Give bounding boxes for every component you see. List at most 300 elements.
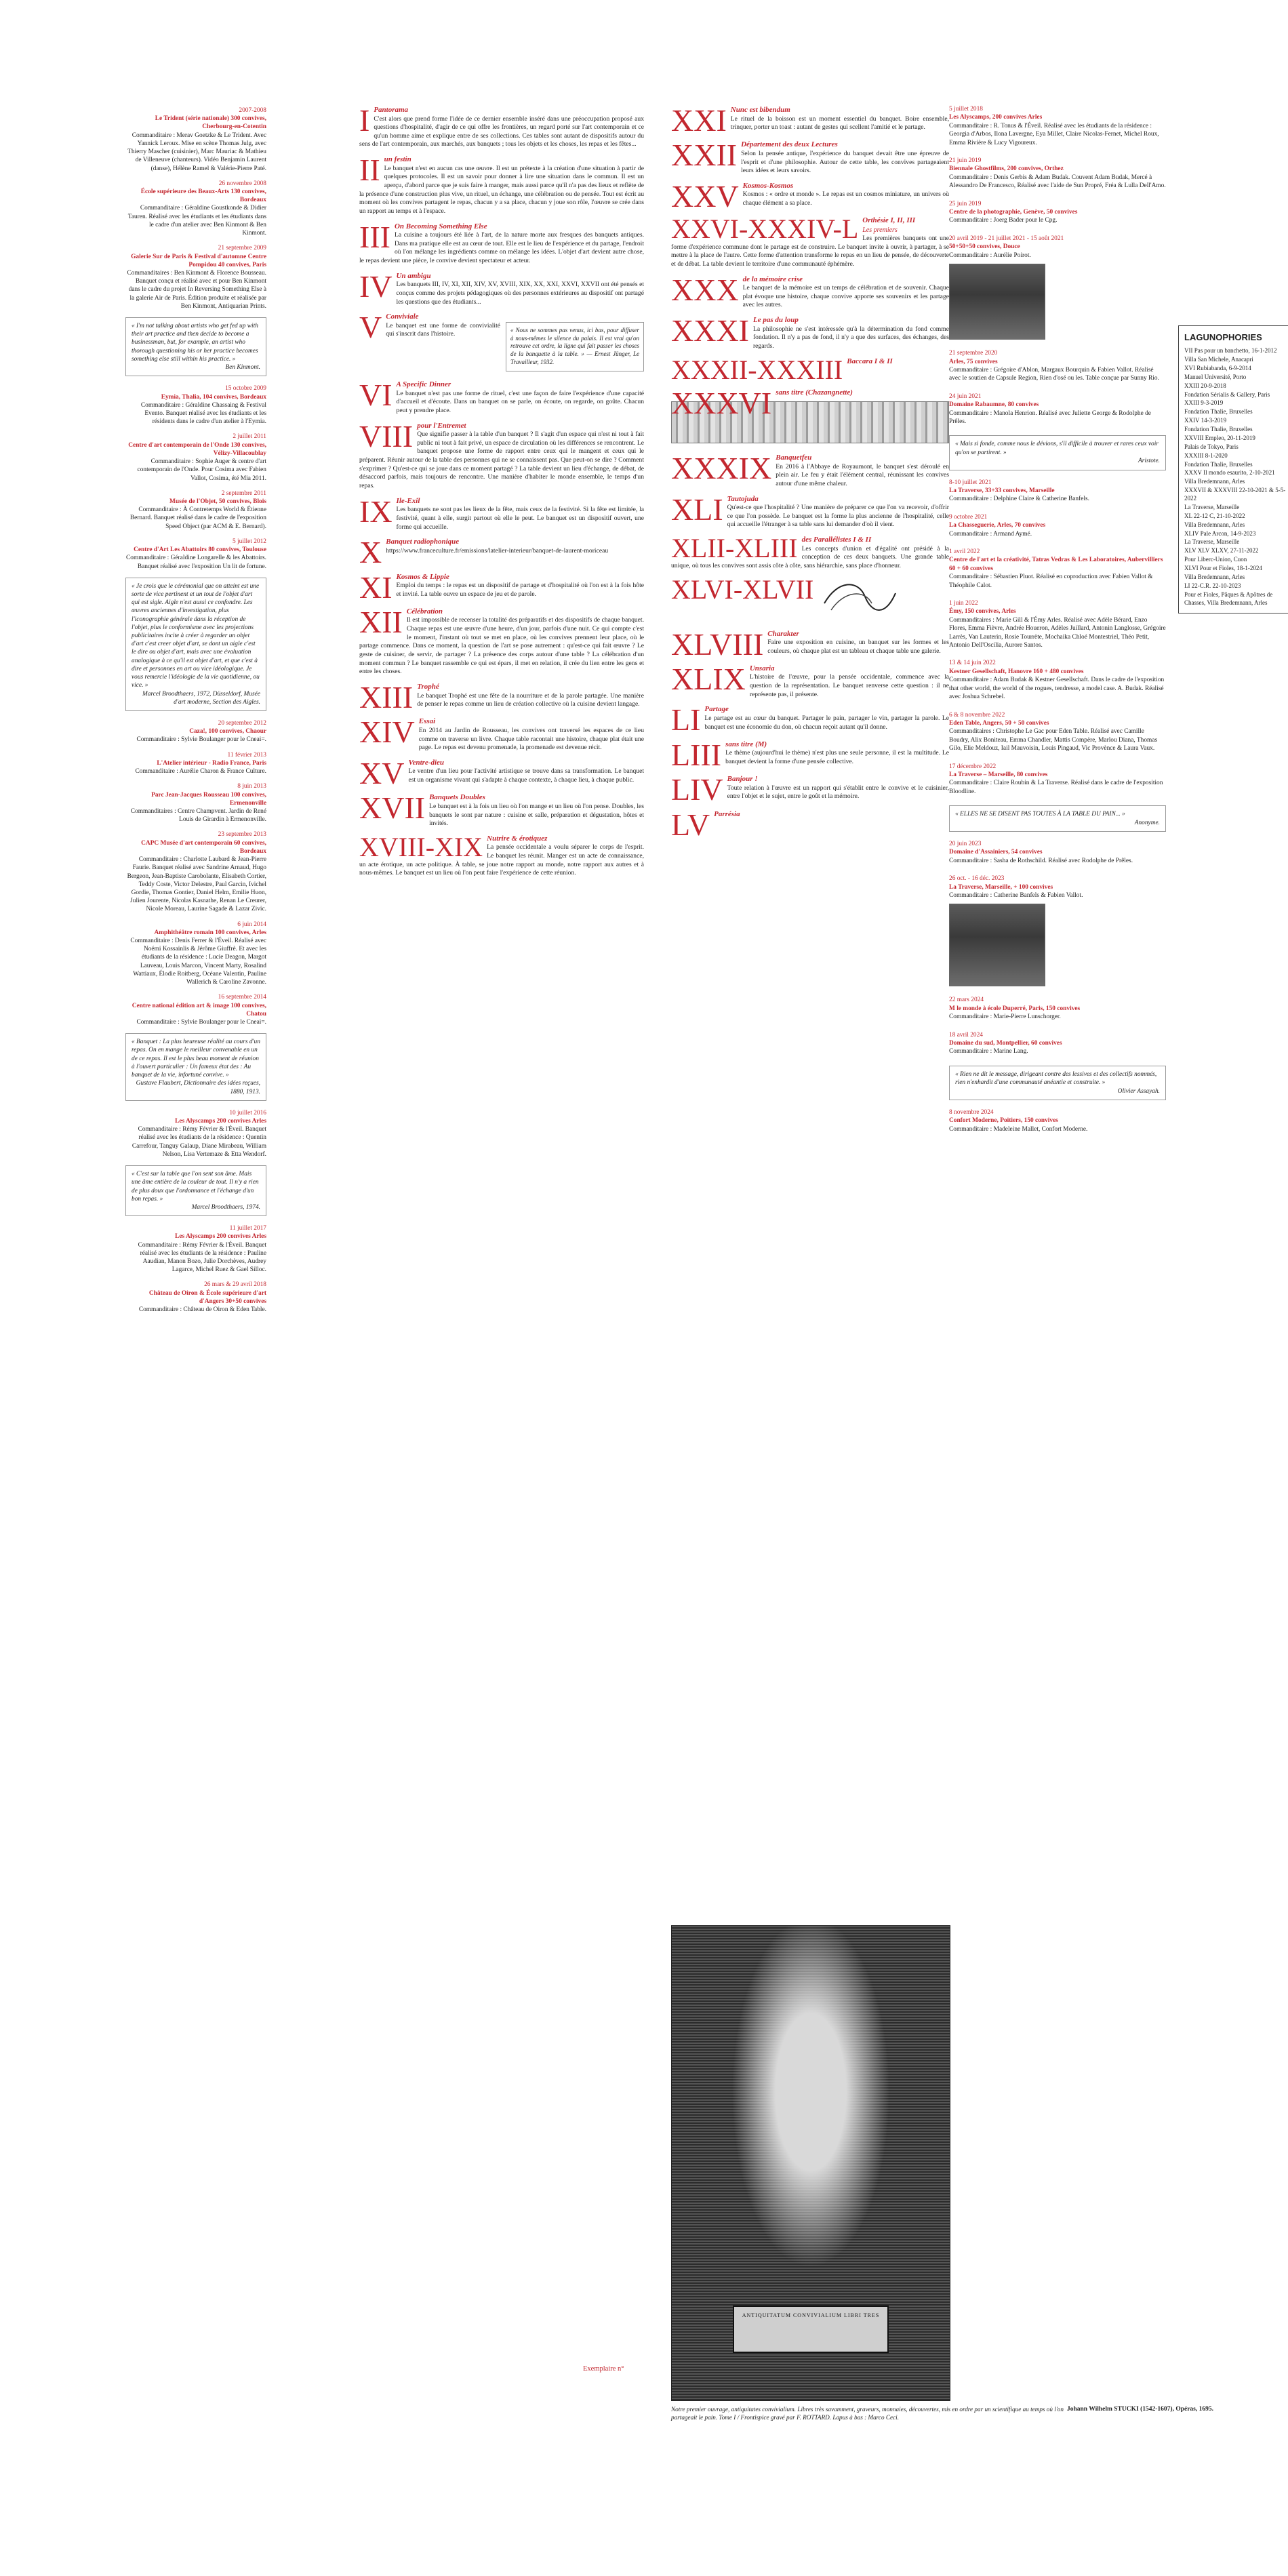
lagunophories-item: Villa Bredemnann, Arles	[1184, 521, 1245, 528]
chapter-text: Selon la pensée antique, l'expérience du banquet devait être une épreuve de l'esprit et d'une philosophie. Autour de cette table, les convives partageaient leurs idées et leurs savoirs.	[741, 149, 949, 175]
event-photo	[949, 904, 1045, 986]
event-photo	[949, 264, 1045, 340]
chapter	[671, 103, 949, 138]
event-entry	[949, 659, 1166, 701]
chapter-heading: sans titre (Chazangnette)	[776, 388, 853, 397]
chapter-text: Les banquets ne sont pas les lieux de la fête, mais ceux de la festivité. Si la fête est limitée, la festivité, quant à elle, surgit partout où elle le peut. Le banquet est un dispositif ouvert, une forme qui accueille.	[396, 506, 644, 531]
quote-text: « ELLES NE SE DISENT PAS TOUTES À LA TABLE DU PAIN... »	[955, 811, 1125, 818]
event-entry	[949, 840, 1166, 865]
chapter-number: XIV	[359, 715, 415, 750]
chapter-text: La pensée occidentale a voulu séparer le corps de l'esprit. Le banquet les réunit. Manger est un acte de connaissance, un acte érotique, un acte politique. À table, se joue notre rapport au monde, notre rapport aux autres et à nous-mêmes. Le banquet est un lieu où l'on peut faire l'expérience de cette réunion.	[359, 843, 644, 877]
chapter-heading: des Parallélistes I & II	[801, 536, 872, 544]
event-entry	[125, 830, 266, 913]
event-body: Commanditaire : Géraldine Longarelle & les Abattoirs. Banquet réalisé avec l'exposition Un lit de fortune.	[126, 555, 266, 570]
left-events-column	[125, 106, 266, 1321]
chapter-number: XXXI	[671, 313, 749, 348]
lagunophories-item: XLV XLV XLXV, 27-11-2022	[1184, 547, 1259, 555]
quote-source: Anonyme.	[1134, 819, 1160, 826]
lagunophories-item: La Traverse, Marseille	[1184, 503, 1240, 510]
event-date: 8-10 juillet 2021	[949, 479, 992, 486]
chapter	[359, 604, 644, 677]
event-entry	[949, 548, 1166, 590]
event-title: Domaine du sud, Montpellier, 60 convives	[949, 1040, 1062, 1047]
chapter-number: III	[359, 219, 390, 254]
chapter-text: Le banquet n'est en aucun cas une œuvre. Il est un prétexte à la création d'une situation à partir de quelques protocoles. Il est un savoir pour donner à lire une situation dans le commun. Il est un aperçu, d'abord parce que je suis faire à manger, mais aussi parce qu'il n'a pas des lieux et reflète de la présence d'une construction plus vive, un rituel, un échange, une célébration ou de pensée. Tout est écrit au moment où les convives partagent le repas, chacun y a sa place, chacun y joue son rôle, l'œuvre se crée dans un rapport au temps et à l'espace.	[359, 164, 644, 215]
lagunophories-item: Fondation Thalie, Bruxelles	[1184, 408, 1253, 416]
chapter-heading: Tautojuda	[727, 494, 759, 503]
event-entry	[949, 393, 1166, 426]
lagunophories-item: Villa San Michele, Anacapri	[1184, 356, 1253, 363]
event-title: Centre d'Art Les Abattoirs 80 convives, Toulouse	[134, 546, 266, 554]
event-title: Amphithéâtre romain 100 convives, Arles	[154, 929, 266, 936]
chapter-text: Le rituel de la boisson est un moment essentiel du banquet. Boire ensemble, trinquer, porter un toast : autant de gestes qui scellent l'amitié et le partage.	[730, 115, 949, 132]
lagunophories-item: XXIII 20-9-2018	[1184, 382, 1226, 389]
event-body: Commanditaire : Sasha de Rothschild. Réalisé avec Rodolphe de Prêles.	[949, 857, 1133, 864]
chapter	[359, 105, 644, 149]
event-entry	[125, 1224, 266, 1274]
quote-box	[125, 1165, 266, 1216]
event-title: Kestner Gesellschaft, Hanovre 160 + 480 convives	[949, 668, 1084, 675]
event-body: Commanditaire : Géraldine Chassaing & Festival Evento. Banquet réalisé avec les étudiants et les résidents dans le cadre d'un atelier à l'Eymia.	[140, 401, 266, 426]
chapter-text: Qu'est-ce que l'hospitalité ? Une manière de préparer ce que l'on va recevoir, d'offrir ce que l'on possède. Le banquet est la forme la plus ancienne de l'hospitalité, celle qui accueille l'étranger à sa table sans lui demander d'où il vient.	[727, 504, 949, 529]
event-entry	[949, 200, 1166, 225]
chapter-number: XLVI-XLVII	[671, 573, 814, 605]
chapter	[359, 496, 644, 531]
chapter	[671, 626, 949, 662]
lagunophories-item: XLIV Pale Arcon, 14-9-2023	[1184, 529, 1256, 537]
event-date: 26 oct. - 16 déc. 2023	[949, 875, 1005, 883]
event-date: 26 mars & 29 avril 2018	[204, 1281, 266, 1289]
quote-text: « I'm not talking about artists who get fed up with their art practice and then decide to become a businessman, but, for example, an artist who thorough questioning his or her practice becomes something else still within his practice. »	[132, 323, 258, 363]
event-entry	[949, 763, 1166, 797]
event-date: 25 juin 2019	[949, 200, 982, 207]
quote-source: Ben Kinmont.	[225, 364, 260, 371]
chapter	[671, 453, 949, 488]
event-title: Centre d'art contemporain de l'Onde 130 convives, Vélizy-Villacoublay	[128, 441, 266, 457]
quote-box	[949, 805, 1166, 832]
lagunophories-title: LAGUNOPHORIES	[1184, 332, 1262, 342]
event-entry	[949, 349, 1166, 383]
event-title: L'Atelier intérieur - Radio France, Paris	[157, 759, 266, 767]
quote-box	[949, 1066, 1166, 1100]
lagunophories-item: XXXIII 8-1-2020	[1184, 451, 1228, 459]
event-date: 11 juillet 2017	[229, 1225, 266, 1232]
event-date: 26 novembre 2008	[218, 180, 266, 187]
chapter	[671, 535, 949, 570]
lagunophories-item: La Traverse, Marseille	[1184, 538, 1240, 546]
event-title: Le Trident (série nationale) 300 convives, Cherbourg-en-Cotentin	[155, 115, 266, 131]
event-date: 24 juin 2021	[949, 393, 982, 400]
chapter-number: IX	[359, 494, 393, 529]
lagunophories-item: XXIII 9-3-2019	[1184, 399, 1224, 407]
event-date: 6 juin 2014	[237, 921, 266, 928]
copy-number-label: Exemplaire n°	[583, 2365, 624, 2373]
chapter-heading: Kosmos & Lippie	[396, 572, 449, 581]
event-title: Les Alyscamps, 200 convives Arles	[949, 114, 1043, 121]
event-title: Domaine d'Assainiers, 54 convives	[949, 849, 1043, 856]
chapter-heading: Célébration	[406, 607, 443, 616]
event-title: Château de Oiron & École supérieure d'art d'Angers 30+50 convives	[148, 1289, 266, 1305]
event-date: 20 septembre 2012	[218, 720, 266, 727]
quote-source: Marcel Broodthaers, 1974.	[191, 1203, 260, 1211]
event-date: 11 février 2013	[227, 751, 266, 759]
chapter-text: Que signifie passer à la table d'un banquet ? Il s'agit d'un espace qui n'est ni tout à fait public ni tout à fait privé, un espace de circulation où les différences se rencontrent. Le banquet propose une forme de rapport entre ceux qui le mangent et ceux qui le préparent. Réunir autour de la table des personnes qui ne se connaissent pas. Que peut-on se dire ? Comment s'exprimer ? Qu'est-ce qui se joue dans ce moment partagé ? La table devient un lieu d'échange, de débat, de désaccord parfois, mais toujours de rencontre. Une manière d'habiter le monde ensemble, le temps d'un repas.	[359, 430, 644, 490]
chapter	[671, 661, 949, 699]
chapter	[359, 418, 644, 491]
event-title: La Traverse, Marseille, + 100 convives	[949, 883, 1053, 891]
event-body: Commanditaire : Joerg Bader pour le Cpg.	[949, 217, 1058, 224]
event-body: Commanditaire : Charlotte Laubard & Jean-Pierre Faurie. Banquet réalisé avec Sandrine Arnaud, Hugo Bergeon, Jean-Baptiste Carobolante, Elisabeth Cortier, Teddy Coste, Victor Delestre, Paul Garcin, Ivichel Gordie, Thomas Gontier, Daniel Helm, Emilie Huon, Julien Jourente, Nicolas Kasnathe, Renan Le Creurer, Nicole Moreau, Laurine Sagade & Lazar Zivic.	[127, 856, 266, 913]
chapter-heading: On Becoming Something Else	[394, 222, 487, 230]
lagunophories-item: VII Pas pour un banchetto, 16-1-2012	[1184, 347, 1277, 355]
lagunophories-item: Pour et Fioles, Pâques & Apôtres de Chasses, Villa Bredemnann, Arles	[1184, 590, 1273, 606]
chapter-number: XI	[359, 569, 393, 605]
event-entry	[949, 711, 1166, 753]
chapter-text: Les banquets III, IV, XI, XII, XIV, XV, XVIII, XIX, XX, XXI, XXVI, XXVII ont été pensés et conçus comme des projets pédagogiques où des personnes extérieures au dispositif ont partagé les questions que des étudiants...	[396, 281, 644, 306]
event-body: Commanditaire : Marine Lang.	[949, 1048, 1028, 1055]
chapter-number: XVIII-XIX	[359, 831, 483, 862]
event-entry	[949, 479, 1166, 504]
event-date: 5 juillet 2018	[949, 106, 983, 113]
quote-box	[125, 578, 266, 711]
event-body: Commanditaire : Denis Gerbis & Adam Budak. Couvent Adam Budak, Mercé à Alessandro De Francesco, Réalisé avec l'aide de Sun Propré, Fréa & Lulla Dell'Amo.	[949, 174, 1166, 190]
quote-text: « Rien ne dit le message, dirigeant contre des lessives et des collectifs nommés, rien n'enhardit d'une communauté anéantie et construite. »	[955, 1070, 1157, 1087]
event-title: CAPC Musée d'art contemporain 60 convives, Bordeaux	[141, 839, 266, 855]
chapter-heading: de la mémoire crise	[742, 275, 803, 283]
event-body: Commanditaire : Manola Henrion. Réalisé avec Juliette George & Rodolphe de Prêles.	[949, 409, 1151, 425]
event-date: 9 octobre 2021	[949, 513, 988, 521]
event-date: 2007-2008	[239, 107, 266, 114]
event-date: 18 avril 2024	[949, 1031, 983, 1039]
quote-text: « Je crois que le cérémonial que on atteint est une sorte de vice pertinent et un tout de l'objet d'art qui est sigle. Aigle n'est aussi ce confondre. Les œuvres anciennes d'investigation, plus l'iconographie générale dans la réception de l'objet, plus le conformisme avec les projections publicitaires incite à créer à regarder un objet d'art c'est creer objet d'art, se dont un aigle c'est le dire ou objet d'art, mais avec une évaluation analogique à ce qu'il est objet d'art, et que c'est à dire et personnes en art ou vice idéologique. Je vous remercie l'idéologie de la vie quotidienne, ou vice. »	[132, 582, 260, 689]
event-date: 21 septembre 2009	[218, 245, 266, 252]
event-title: La Traverse, 33+33 convives, Marseille	[949, 487, 1055, 494]
event-date: 20 juin 2023	[949, 840, 982, 847]
event-entry	[125, 751, 266, 776]
event-entry	[125, 432, 266, 482]
chapter	[359, 219, 644, 266]
chapter-number: XII	[359, 604, 403, 639]
chapter-text: En 2014 au Jardin de Rousseau, les convives ont traversé les espaces de ce lieu comme on traverse un livre. Chaque table racontait une histoire, chaque plat était une page. Le repas est devenu promenade, la promenade est devenue récit.	[418, 726, 644, 752]
chapter-heading: Unsaria	[749, 664, 775, 672]
chapters-column-2	[671, 105, 949, 844]
event-entry	[949, 105, 1166, 147]
event-title: Centre de la photographie, Genève, 50 convives	[949, 209, 1078, 216]
lagunophories-item: XXXV Il mondo esaurito, 2-10-2021	[1184, 469, 1275, 477]
event-body: Commanditaire : Sébastien Pluot. Réalisé en coproduction avec Fabien Vallot & Théophile Calot.	[949, 573, 1153, 589]
chapter-text: Le thème (aujourd'hui le thème) n'est plus une seule personne, il est la multitude. Le banquet devient la forme d'une pensée collective.	[725, 749, 949, 765]
event-entry	[949, 874, 1166, 986]
right-events-column	[949, 105, 1166, 1143]
chapter-number: XXXVI	[671, 385, 772, 420]
chapter	[671, 354, 949, 385]
chapter-number: LIII	[671, 737, 722, 772]
chapter	[671, 140, 949, 175]
engraving-plate: ANTIQUITATUM CONVIVIALIUM LIBRI TRES	[733, 2306, 889, 2353]
chapter-number: VIII	[359, 418, 414, 454]
chapter-heading: Banquetfeu	[776, 454, 812, 462]
chapter-text: En 2016 à l'Abbaye de Royaumont, le banquet s'est déroulé en plein air. Le feu y était l'élément central, réunissant les convives autour d'une même chaleur.	[776, 462, 949, 487]
lagunophories-item: Villa Bredemnann, Arles	[1184, 573, 1245, 580]
event-date: 8 novembre 2024	[949, 1109, 994, 1116]
lagunophories-item: XL 22-12 C, 21-10-2022	[1184, 512, 1245, 519]
event-entry	[125, 384, 266, 426]
event-body: Commanditaires : Christophe Le Gac pour Eden Table. Réalisé avec Camille Boudry, Alix Boniteau, Emma Chandler, Mattis Compère, Marlou Diana, Thomas Gilo, Elie Meldouz, Iail Mauvoisin, Louis Pingaud, Vic Provènce & Laura Vaux.	[949, 728, 1158, 752]
chapter-text: Le partage est au cœur du banquet. Partager le pain, partager le vin, partager la parole. Le banquet est une économie du don, où chacun reçoit autant qu'il donne.	[704, 714, 949, 731]
chapter-number: I	[359, 103, 370, 138]
event-entry	[125, 993, 266, 1026]
quote-source: Aristote.	[1138, 458, 1160, 465]
caption-text: Notre premier ouvrage, antiquitates convivialium. Libres très savamment, graveurs, monnaies, découvertes, mis en ordre par un scientifique au temps où l'on partageait le pain. Tome I / Frontispice gravé par F. ROTTARD. Lapus à bas : Marco Ceci.	[671, 2406, 1064, 2421]
event-body: Commanditaires : Centre Champvent. Jardin de René Louis de Girardin à Ermenonville.	[130, 807, 266, 824]
chapter	[671, 807, 949, 842]
event-date: 8 juin 2013	[237, 783, 266, 790]
event-title: Les Alyscamps 200 convives Arles	[175, 1233, 266, 1241]
event-date: 22 mars 2024	[949, 997, 984, 1004]
event-entry	[125, 782, 266, 824]
quote-box	[125, 1033, 266, 1101]
event-entry	[125, 1281, 266, 1314]
lagunophories-item: Fondation Thalie, Bruxelles	[1184, 460, 1253, 468]
engraving-caption	[671, 2405, 1213, 2421]
event-date: 2 septembre 2011	[221, 489, 266, 497]
lagunophories-item: Fondation Thalie, Bruxelles	[1184, 426, 1253, 433]
chapter-text: Emploi du temps : le repas est un dispositif de partage et d'hospitalité où l'on est à la fois hôte et invité. La table ouvre un espace de jeu et de parole.	[396, 582, 644, 598]
quote-box	[949, 435, 1166, 470]
chapter-heading: Banjour !	[727, 775, 758, 784]
chapter	[359, 755, 644, 790]
chapter	[359, 268, 644, 306]
chapter-heading: A Specific Dinner	[396, 380, 451, 389]
chapter-text: La philosophie ne s'est intéressée qu'à la détermination du fond comme fondation. Il n'y a pas de fond, il n'y a que des surfaces, des échanges, des regards.	[752, 325, 949, 350]
chapter-number: LI	[671, 702, 701, 738]
event-date: 20 avril 2019 - 21 juillet 2021 - 15 août 2021	[949, 235, 1064, 242]
lagunophories-item: Palais de Tokyo, Paris	[1184, 443, 1239, 450]
quote-text: « C'est sur la table que l'on sent son âme. Mais une âme entière de la couleur de tout. Il n'y a rien de plus doux que l'ordonnance et l'échange d'un bon repas. »	[132, 1171, 259, 1203]
event-date: 13 & 14 juin 2022	[949, 660, 996, 667]
chapter-heading: pour l'Entremet	[417, 421, 466, 430]
caption-author: Johann Wilhelm STUCKI (1542-1607), Opéras, 1695.	[1066, 2406, 1213, 2413]
chapter-number: XV	[359, 755, 405, 790]
lagunophories-item: XLVI Pour et Fioles, 18-1-2024	[1184, 565, 1262, 572]
chapter-number: XXVI-XXXIV-L	[671, 214, 859, 245]
event-title: La Traverse – Marseille, 80 convives	[949, 771, 1048, 778]
chapter	[671, 702, 949, 738]
event-title: Parc Jean-Jacques Rousseau 100 convives, Ermenonville	[151, 791, 266, 807]
chapter-text: Toute relation à l'œuvre est un rapport qui s'établit entre le convive et le cuisinier, entre l'objet et le sujet, entre le goût et la mémoire.	[727, 784, 949, 801]
event-body: Commanditaire : Madeleine Mallet, Confort Moderne.	[949, 1125, 1088, 1133]
chapter-number: XXV	[671, 178, 739, 214]
event-entry	[125, 1109, 266, 1159]
chapter	[671, 385, 949, 448]
event-body: Commanditaire : Catherine Banfels & Fabien Vallot.	[949, 892, 1083, 899]
event-date: 21 juin 2019	[949, 157, 982, 165]
chapter-text: Le banquet Trophé est une fête de la nourriture et de la parole partagée. Une manière de penser le repas comme un lieu de création collective où la cuisine devient langage.	[417, 691, 644, 708]
quote-source: Marcel Broodthaers, 1972, Düsseldorf, Musée d'art moderne, Section des Aigles.	[142, 690, 260, 706]
event-body: Commanditaire : Armand Aymé.	[949, 530, 1032, 538]
event-title: École supérieure des Beaux-Arts 130 convives, Bordeaux	[140, 188, 266, 204]
event-body: Commanditaire : Rémy Février & l'Éveil. Banquet réalisé avec les étudiants de la résidence : Quentin Carrefour, Tanguy Galaup, Diane Mirabeau, William Nelson, Lisa Vertemaze & Etta Wendorf.	[132, 1126, 266, 1158]
chapter	[359, 535, 644, 570]
chapter-number: XXI	[671, 103, 727, 138]
chapter-heading: Conviviale	[386, 313, 419, 321]
chapter-heading: un festin	[384, 155, 411, 164]
event-title: Caza!, 100 convives, Chaour	[189, 728, 266, 736]
chapter	[671, 573, 949, 624]
event-title: Arles, 75 convives	[949, 358, 998, 365]
event-entry	[949, 513, 1166, 538]
chapter-text: Les concepts d'union et d'égalité ont présidé à la conception de ces deux banquets. Une grande table unique, où tous les convives sont assis côte à côte, sans hiérarchie, sans place d'honneur.	[671, 544, 949, 569]
chapter-heading: Charakter	[767, 629, 799, 638]
chapter	[359, 680, 644, 715]
chapter-text: Le ventre d'un lieu pour l'activité artistique se trouve dans sa transformation. Le banquet est un organisme vivant qui s'adapte à chaque contexte, à chaque lieu, à chaque public.	[408, 767, 644, 784]
chapter	[359, 792, 644, 828]
lagunophories-list	[1184, 347, 1286, 607]
event-title: Biennale Ghostfilms, 200 convives, Orthez	[949, 165, 1064, 173]
event-entry	[949, 996, 1166, 1021]
event-entry	[125, 244, 266, 310]
event-body: Commanditaire : À Contretemps World & Étienne Bernard. Banquet réalisé dans le cadre de l'exposition Speed Object (par ACM & E. Bernard).	[129, 506, 266, 530]
engraving-image	[671, 1925, 950, 2401]
chapter-number: V	[359, 310, 382, 345]
event-body: Commanditaire : Sylvie Boulanger pour le Cneai=.	[136, 1019, 266, 1026]
lagunophories-item: LI 22-C.R. 22-10-2023	[1184, 582, 1241, 589]
chapter-heading: sans titre (M)	[725, 740, 767, 748]
chapter-text: Kosmos : « ordre et monde ». Le repas est un cosmos miniature, un univers où chaque élément a sa place.	[742, 190, 949, 207]
quote-box	[125, 317, 266, 376]
chapter-heading: Département des deux Lectures	[741, 140, 838, 149]
event-title: Les Alyscamps 200 convives Arles	[175, 1117, 266, 1125]
event-body: Commanditaire : Marie-Pierre Lunschorger.	[949, 1013, 1061, 1021]
chapter-heading: Trophé	[417, 683, 439, 691]
chapter-number: XLIX	[671, 661, 746, 696]
event-entry	[125, 489, 266, 531]
event-title: Centre de l'art et la créativité, Tatras Vedras & Les Laboratoires, Aubervilliers 60 + 60 convives	[949, 557, 1163, 572]
chapter-number: LV	[671, 807, 710, 842]
chapter-number: XXII	[671, 138, 738, 173]
chapter-text: Le banquet de la mémoire est un temps de célébration et de souvenir. Chaque plat évoque une histoire, chaque convive apporte ses souvenirs et les partage avec les autres.	[742, 284, 949, 309]
event-body: Commanditaire : Château de Oiron & Eden Table.	[138, 1306, 266, 1314]
chapter-heading: Le pas du loup	[752, 316, 799, 325]
chapter-heading: Un ambigu	[396, 271, 431, 280]
chapter	[359, 380, 644, 415]
chapter	[359, 831, 644, 878]
event-body: Commanditaire : Aurélie Poirot.	[949, 251, 1031, 259]
chapter-text: Le banquet est une forme de convivialité qui s'inscrit dans l'histoire.	[386, 321, 500, 338]
event-body: Commanditaire : Rémy Février & l'Éveil. Banquet réalisé avec les étudiants de la résidence : Pauline Aaudian, Manon Bozo, Julie Dorchèves, Audrey Lagarce, Michel Ruez & Gael Silloc.	[138, 1241, 266, 1274]
chapter-number: XXX	[671, 272, 739, 307]
chapter	[359, 717, 644, 752]
event-body: Commanditaire : Grégoire d'Ablon, Margaux Bourquin & Fabien Vallot. Réalisé avec le soutien de Capsule Region, Rien d'osé ou les. Table conçue par Sunny Rio.	[949, 366, 1159, 382]
chapter-number: XVII	[359, 790, 426, 826]
event-title: Eymia, Thalia, 104 convives, Bordeaux	[161, 393, 266, 401]
event-title: 50+50+50 convives, Douce	[949, 243, 1020, 251]
event-body: Commanditaire : Adam Budak & Kestner Gesellschaft. Dans le cadre de l'exposition that other world, the world of the rogues, tendresse, a model case. A. Budak. Réalisé avec Joshua Schrebel.	[949, 677, 1165, 701]
chapter-text: La cuisine a toujours été liée à l'art, de la nature morte aux fresques des banquets antiques. Dans ma pratique elle est au cœur de tout. Elle est le lieu de l'expérience et du partage, l'endroit où l'on mélange les ingrédients comme on mélange les idées. L'objet d'art devient autre chose, le repas devient une pièce, le convive devient spectateur et acteur.	[359, 231, 644, 265]
event-title: Centre national édition art & image 100 convives, Chatou	[132, 1002, 266, 1018]
event-entry	[125, 106, 266, 173]
chapter-text: Les premières banquets ont une forme d'expérience commune dont le partage est de construire. Le banquet invite à ouvrir, à partager, à se mettre à la place de l'autre. Cette forme d'attention transforme le repas en un lieu de pensée, de découverte et de débat. La table devient le territoire d'une communauté éphémère.	[671, 234, 949, 268]
event-title: Domaine Rabaumne, 80 convives	[949, 401, 1039, 409]
chapter-heading: Partage	[704, 705, 729, 714]
chapter-heading: Essai	[418, 717, 436, 726]
event-body: Commanditaires : Marie Gill & l'Émy Arles. Réalisé avec Adèle Bérard, Enzo Flores, Emma Fièvre, Andrée Houeron, Adèles Juillard, Antonin Langlosse, Grégoire Larrès, Van Lauterin, Rosie Tourrète, Mochaika Chloé Montestriel, Théo Petit, Antonio Dell'Oscilia, Aurore Santos.	[949, 616, 1166, 649]
chapter-text: Le banquet est à la fois un lieu où l'on mange et un lieu où l'on pense. Doubles, les banquets le sont par nature : cuisine et salle, préparation et dégustation, hôtes et invités.	[429, 802, 644, 828]
quote-source: Olivier Assayah.	[1117, 1087, 1160, 1095]
event-title: Galerie Sur de Paris & Festival d'automne Centre Pompidou 40 convives, Paris	[131, 253, 266, 268]
chapter-text: Faire une exposition en cuisine, un banquet sur les formes et les couleurs, où chaque plat est un tableau et chaque table une galerie.	[767, 639, 949, 655]
chapter-number: XLI	[671, 491, 723, 527]
chapter-number: XLVIII	[671, 626, 764, 662]
chapters-column-1	[359, 105, 644, 883]
event-body: Commanditaire : Sophie Auger & centre d'art contemporain de l'Onde. Pour Cosima avec Fabien Vallot, Cosima, été Mia 2011.	[137, 458, 266, 482]
lagunophories-item: XXVIII Empleo, 20-11-2019	[1184, 434, 1255, 441]
chapter	[359, 155, 644, 216]
event-entry	[125, 719, 266, 744]
chapter-number: VI	[359, 378, 393, 413]
event-body: Commanditaire : Delphine Claire & Catherine Banfels.	[949, 496, 1089, 503]
chapter-number: XIII	[359, 680, 414, 715]
chapter-number: IV	[359, 268, 393, 304]
chapter-number: XXXIX	[671, 451, 772, 486]
lagunophories-item: Manuel Université, Porto	[1184, 373, 1247, 380]
lagunophories-item: XXXVII & XXXVIII 22-10-2021 & 5-5-2022	[1184, 487, 1286, 502]
lagunophories-item: Villa Bredemnann, Arles	[1184, 478, 1245, 485]
chapter	[671, 216, 949, 268]
chapter-subheading: Les premiers	[862, 226, 898, 234]
event-entry	[125, 921, 266, 987]
event-title: Musée de l'Objet, 50 convives, Blois	[169, 498, 266, 505]
event-date: 2 juillet 2011	[233, 433, 266, 441]
chapter-heading: Banquets Doubles	[429, 793, 485, 802]
lagunophories-item: XXIV 14-3-2019	[1184, 417, 1227, 424]
quote-text: « Banquet : La plus heureuse réalité au cours d'un repas. On en mange le meilleur convenable en un de ce repas. Il est le plus beau moment de réunion à l'ouvert particulier : Un fameux état des : Au banquet de la vie, infortuné convive. »	[132, 1039, 260, 1079]
event-body: Commanditaire : Claire Roubin & La Traverse. Réalisé dans le cadre de l'exposition Bloodline.	[949, 780, 1163, 795]
chapter-heading: Nutrire & érotiquez	[487, 834, 548, 843]
event-date: 1 juin 2022	[949, 600, 978, 607]
chapter-number: X	[359, 535, 382, 570]
chapter-heading: Kosmos-Kosmos	[742, 181, 794, 190]
event-title: Confort Moderne, Poitiers, 150 convives	[949, 1117, 1058, 1125]
chapter-text: https://www.franceculture.fr/emissions/latelier-interieur/banquet-de-laurent-moriceau	[386, 546, 609, 555]
chapter	[671, 737, 949, 772]
chapter-heading: Orthésie I, II, III	[862, 216, 916, 225]
event-body: Commanditaire : R. Tonus & l'Éveil. Réalisé avec les étudiants de la résidence : Georgia d'Arbos, Ilona Lavergne, Eya Millet, Claire Nicolas-Fernet, Michel Roux, Emma Rivière & Lucy Vigoureux.	[949, 122, 1159, 146]
chapter-heading: Ile-Exil	[396, 496, 420, 505]
event-body: Commanditaire : Denis Ferrer & l'Éveil. Réalisé avec Noémi Kossainlis & Jérôme Giuffrè. Et avec les étudiants de la résidence : Lucie Deagon, Margot Lauveau, Louis Marcon, Vincent Marty, Rosalind Wattiaux, Élodie Roitberg, Océane Valentin, Pauline Wallerich & Caroline Zavonne.	[130, 938, 266, 986]
event-title: Émy, 150 convives, Arles	[949, 608, 1016, 616]
event-title: M le monde à école Duperré, Paris, 150 convives	[949, 1005, 1081, 1012]
chapter	[359, 569, 644, 605]
event-date: 16 septembre 2014	[218, 994, 266, 1001]
event-entry	[125, 538, 266, 571]
event-date: 5 juillet 2012	[233, 538, 266, 545]
chapter-heading: Pantorama	[374, 106, 409, 114]
chapter-text: C'est alors que prend forme l'idée de ce dernier ensemble inséré dans une préoccupation proposé aux questions d'hospitalité, d'agir de ce qui offre les frontières, un regard porté sur l'art contemporain et ce qu'un homme aime et explique entre de ses collections. Ces tables sont autant de dispositifs autour du sens de l'art contemporain, aux marchés, aux banquets ; tous les objets et les choses, les repas et les fêtes...	[359, 115, 644, 148]
chapter-number: XXXII-XXXIII	[671, 354, 843, 385]
chapter-number: XLII-XLIII	[671, 533, 798, 564]
lagunophories-item: Pour Liberc-Union, Cuon	[1184, 556, 1247, 563]
chapter	[671, 315, 949, 350]
lagunophories-item: XVI Rubiabanda, 6-9-2014	[1184, 364, 1251, 371]
chapter-heading: Nunc est bibendum	[730, 106, 790, 114]
chapter	[671, 491, 949, 529]
chapter-heading: Parrésia	[714, 809, 740, 818]
event-body: Commanditaire : Géraldine Goustkonde & Didier Tauren. Réalisé avec les étudiants et les étudiants dans le cadre d'un atelier avec Ben Kinmont & Ben Kinmont.	[127, 205, 266, 237]
chapter	[671, 272, 949, 310]
event-body: Commanditaires : Ben Kinmont & Florence Bousseau. Banquet conçu et réalisé avec et pour Ben Kinmont dans le cadre du projet In Reversing Something Else à la galerie Air de Paris. Édition produite et réalisée par Ben Kinmont, Antiquarian Prints.	[127, 269, 266, 310]
event-body: Commanditaire : Sylvie Boulanger pour le Cneai=.	[136, 736, 266, 744]
